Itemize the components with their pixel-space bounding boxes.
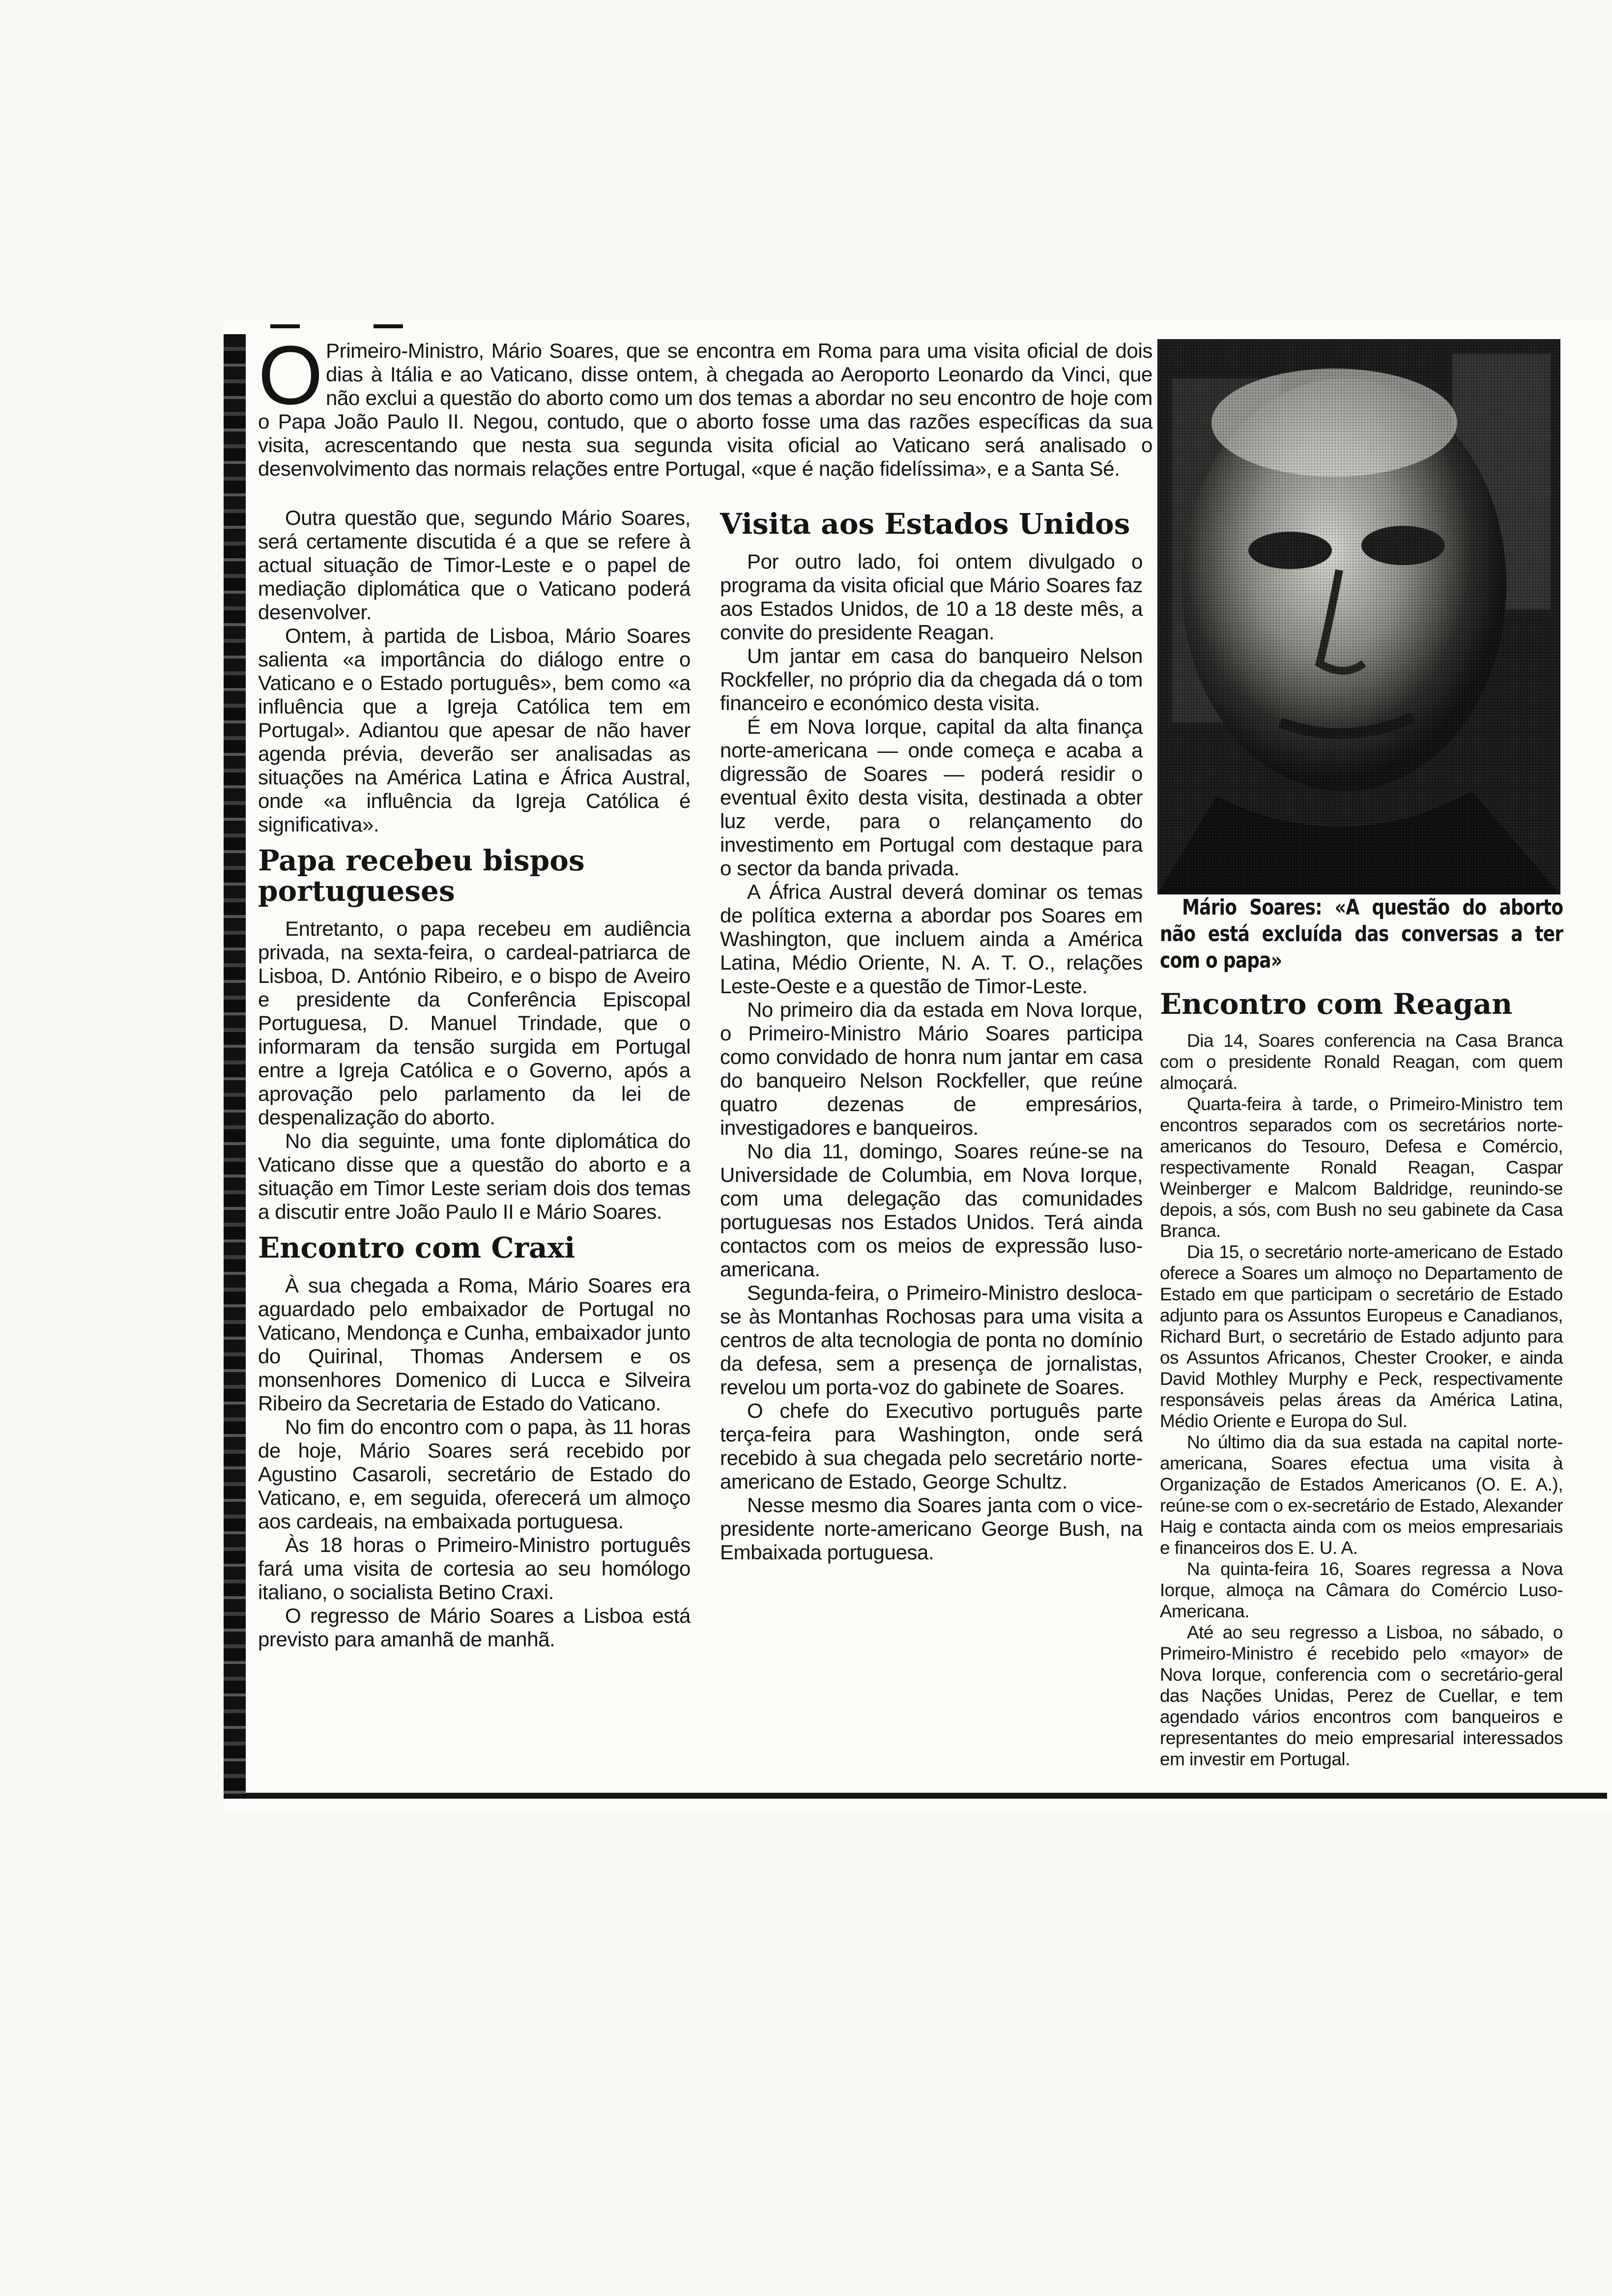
paragraph: À sua chegada a Roma, Mário Soares era aguardado pelo embaixador de Portugal no Vaticano, Mendonça e Cunha, embaixador junto do Quirinal, Thomas Andersem e os monsenhores Domenico di Lucca e Silveira Ribeiro da Secretaria de Estado do Vaticano. xyxy=(258,1274,691,1415)
subheading-eua: Visita aos Estados Unidos xyxy=(720,507,1130,541)
paragraph: O regresso de Mário Soares a Lisboa está previsto para amanhã de manhã. xyxy=(258,1604,691,1651)
drop-cap: O xyxy=(258,329,323,422)
subheading-papa: Papa recebeu bispos portugueses xyxy=(258,844,585,908)
paragraph: Outra questão que, segundo Mário Soares, será certamente discutida é a que se refere à actual situação de Timor-Leste e o papel de mediação diplomática que o Vaticano poderá desenvolver. xyxy=(258,506,691,624)
column-3-text xyxy=(1160,1030,1563,1770)
paragraph: No fim do encontro com o papa, às 11 horas de hoje, Mário Soares será recebido por Agustino Casaroli, secretário de Estado do Vaticano, e, em seguida, oferecerá um almoço aos cardeais, na embaixada portuguesa. xyxy=(258,1415,691,1533)
paragraph: No primeiro dia da estada em Nova Iorque, o Primeiro-Ministro Mário Soares participa como convidado de honra num jantar em casa do banqueiro Nelson Rockfeller, que reúne quatro dezenas de empresários, investigadores e banqueiros. xyxy=(720,998,1143,1139)
paragraph: Nesse mesmo dia Soares janta com o vice-presidente norte-americano George Bush, na Embaixada portuguesa. xyxy=(720,1493,1143,1564)
subheading-reagan: Encontro com Reagan xyxy=(1160,987,1513,1021)
paragraph: No dia seguinte, uma fonte diplomática do Vaticano disse que a questão do aborto e a situação em Timor Leste seriam dois dos temas a discutir entre João Paulo II e Mário Soares. xyxy=(258,1129,691,1223)
newspaper-clipping xyxy=(224,319,1612,1813)
paragraph: No último dia da sua estada na capital norte-americana, Soares efectua uma visita à Organização de Estados Americanos (O. E. A.), reúne-se com o ex-secretário de Estado, Alexander Haig e contacta ainda com os meios empresariais e financeiros dos E. U. A. xyxy=(1160,1432,1563,1558)
torn-edge xyxy=(224,334,246,1799)
paragraph: Quarta-feira à tarde, o Primeiro-Ministro tem encontros separados com os secretários norte-americanos do Tesouro, Defesa e Comércio, respectivamente Ronald Reagan, Caspar Weinberger e Malcom Baldridge, reunindo-se depois, a sós, com Bush no seu gabinete da Casa Branca. xyxy=(1160,1094,1563,1241)
paragraph: Dia 15, o secretário norte-americano de Estado oferece a Soares um almoço no Departamento de Estado em que participam o secretário de Estado adjunto para os Assuntos Europeus e Canadianos, Richard Burt, o secretário de Estado adjunto para os Assuntos Africanos, Chester Crooker, e ainda David Mothley Murphy e Peck, respectivamente responsáveis pelas áreas da América Latina, Médio Oriente e Europa do Sul. xyxy=(1160,1242,1563,1431)
paragraph: Entretanto, o papa recebeu em audiência privada, na sexta-feira, o cardeal-patriarca de Lisboa, D. António Ribeiro, e o bispo de Aveiro e presidente da Conferência Episcopal Portuguesa, D. Manuel Trindade, que o informaram da tensão surgida em Portugal entre a Igreja Católica e o Governo, após a aprovação pelo parlamento da lei de despenalização do aborto. xyxy=(258,917,691,1129)
column-3 xyxy=(1160,894,1563,1770)
paragraph: Até ao seu regresso a Lisboa, no sábado, o Primeiro-Ministro é recebido pelo «mayor» de Nova Iorque, conferencia com o secretário-geral das Nações Unidas, Perez de Cuellar, e tem agendado vários encontros com banqueiros e representantes do meio empresarial interessados em investir em Portugal. xyxy=(1160,1622,1563,1769)
paragraph: No dia 11, domingo, Soares reúne-se na Universidade de Columbia, em Nova Iorque, com uma delegação das comunidades portuguesas nos Estados Unidos. Terá ainda contactos com os meios de expressão luso-americana. xyxy=(720,1140,1143,1281)
column-2 xyxy=(720,509,1143,1564)
paragraph: O chefe do Executivo português parte terça-feira para Washington, onde será recebido à sua chegada pelo secretário norte-americano de Estado, George Schultz. xyxy=(720,1399,1143,1493)
top-dash xyxy=(270,324,300,328)
bottom-rule xyxy=(246,1793,1607,1799)
paragraph: Na quinta-feira 16, Soares regressa a Nova Iorque, almoça na Câmara do Comércio Luso-Americana. xyxy=(1160,1559,1563,1621)
portrait-photo xyxy=(1157,339,1560,894)
top-dash xyxy=(374,324,403,328)
lead-paragraph xyxy=(258,329,1152,481)
paragraph: Um jantar em casa do banqueiro Nelson Rockfeller, no próprio dia da chegada dá o tom financeiro e económico desta visita. xyxy=(720,644,1143,715)
paragraph: Segunda-feira, o Primeiro-Ministro desloca-se às Montanhas Rochosas para uma visita a centros de alta tecnologia de ponta no domínio da defesa, sem a presença de jornalistas, revelou um porta-voz do gabinete de Soares. xyxy=(720,1281,1143,1399)
paragraph: É em Nova Iorque, capital da alta finança norte-americana — onde começa e acaba a digressão de Soares — poderá residir o eventual êxito desta visita, destinada a obter luz verde, para o relançamento do investimento em Portugal com destaque para o sector da banda privada. xyxy=(720,715,1143,880)
lead-text: Primeiro-Ministro, Mário Soares, que se encontra em Roma para uma visita oficial de dois dias à Itália e ao Vaticano, disse ontem, à chegada ao Aeroporto Leonardo da Vinci, que não exclui a questão do aborto como um dos temas a abordar no seu encontro de hoje com o Papa João Paulo II. Negou, contudo, que o aborto fosse uma das razões específicas da sua visita, acrescentando que nesta sua segunda visita oficial ao Vaticano será analisado o desenvolvimento das normais relações entre Portugal, «que é nação fidelíssima», e a Santa Sé. xyxy=(258,339,1152,480)
paragraph: Dia 14, Soares conferencia na Casa Branca com o presidente Ronald Reagan, com quem almoçará. xyxy=(1160,1031,1563,1093)
paragraph: Por outro lado, foi ontem divulgado o programa da visita oficial que Mário Soares faz aos Estados Unidos, de 10 a 18 deste mês, a convite do presidente Reagan. xyxy=(720,550,1143,644)
column-1 xyxy=(258,506,691,1651)
subheading-craxi: Encontro com Craxi xyxy=(258,1231,576,1264)
paragraph: A África Austral deverá dominar os temas de política externa a abordar pos Soares em Washington, que incluem ainda a América Latina, Médio Oriente, N. A. T. O., relações Leste-Oeste e a questão de Timor-Leste. xyxy=(720,880,1143,998)
paragraph: Às 18 horas o Primeiro-Ministro português fará uma visita de cortesia ao seu homólogo italiano, o socialista Betino Craxi. xyxy=(258,1533,691,1604)
photo-caption: Mário Soares: «A questão do aborto não está excluída das conversas a ter com o papa» xyxy=(1160,895,1563,973)
portrait-image xyxy=(1157,339,1560,894)
paragraph: Ontem, à partida de Lisboa, Mário Soares salienta «a importância do diálogo entre o Vaticano e o Estado português», bem como «a influência que a Igreja Católica tem em Portugal». Adiantou que apesar de não haver agenda prévia, deverão ser analisadas as situações na América Latina e África Austral, onde «a influência da Igreja Católica é significativa». xyxy=(258,624,691,836)
